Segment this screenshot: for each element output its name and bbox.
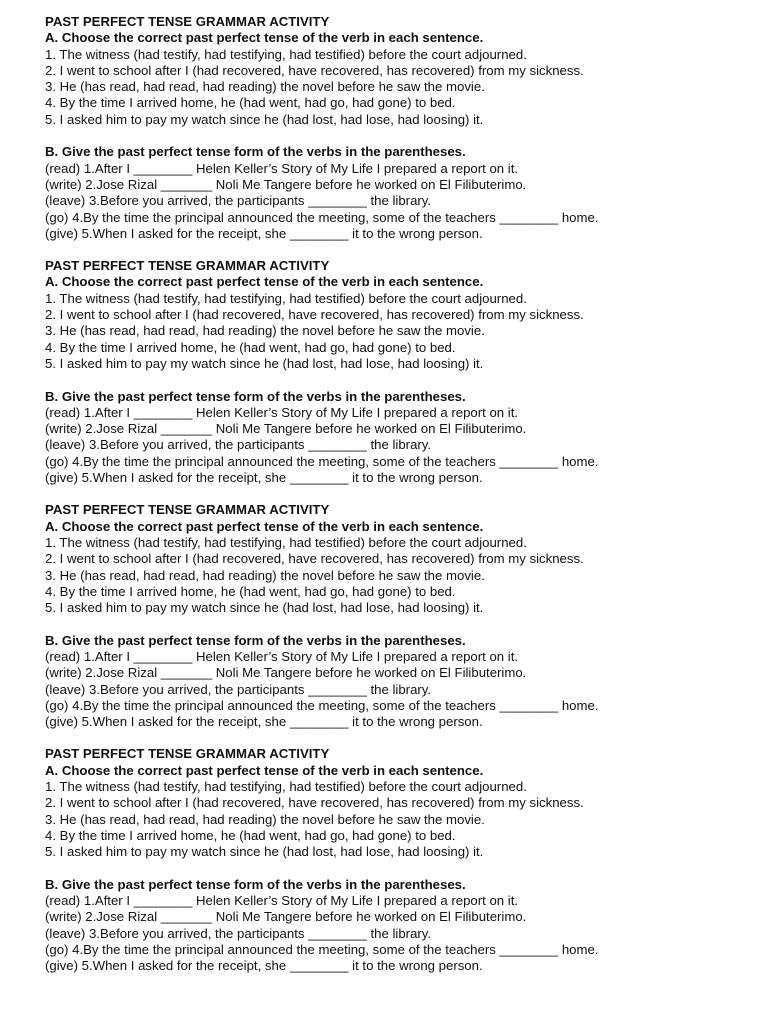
part-b-item: (give) 5.When I asked for the receipt, she ________ it to the wrong person.: [45, 714, 483, 730]
section-spacer: [45, 372, 745, 388]
part-b-item: (go) 4.By the time the principal announced the meeting, some of the teachers ________ home.: [45, 209, 599, 225]
part-a-item: 5. I asked him to pay my watch since he (had lost, had lose, had loosing) it.: [45, 111, 484, 127]
worksheet-page: [45, 14, 745, 975]
part-a-item: 2. I went to school after I (had recovered, have recovered, has recovered) from my sickness.: [45, 62, 584, 78]
part-b-item: (leave) 3.Before you arrived, the participants ________ the library.: [45, 925, 432, 941]
part-a-heading: A. Choose the correct past perfect tense of the verb in each sentence.: [45, 762, 484, 778]
part-b-item: (read) 1.After I ________ Helen Keller’s Story of My Life I prepared a report on it.: [45, 893, 519, 909]
part-b-heading: B. Give the past perfect tense form of the verbs in the parentheses.: [45, 632, 466, 648]
part-b-heading: B. Give the past perfect tense form of the verbs in the parentheses.: [45, 144, 466, 160]
worksheet-title: PAST PERFECT TENSE GRAMMAR ACTIVITY: [45, 746, 330, 762]
part-b-item: (give) 5.When I asked for the receipt, she ________ it to the wrong person.: [45, 470, 483, 486]
part-a-item: 5. I asked him to pay my watch since he (had lost, had lose, had loosing) it.: [45, 844, 484, 860]
part-b-item: (leave) 3.Before you arrived, the participants ________ the library.: [45, 681, 432, 697]
part-a-item: 4. By the time I arrived home, he (had went, had go, had gone) to bed.: [45, 583, 456, 599]
part-b-item: (read) 1.After I ________ Helen Keller’s Story of My Life I prepared a report on it.: [45, 404, 519, 420]
section-spacer: [45, 861, 745, 877]
part-a-item: 5. I asked him to pay my watch since he (had lost, had lose, had loosing) it.: [45, 355, 484, 371]
part-b-item: (leave) 3.Before you arrived, the participants ________ the library.: [45, 437, 432, 453]
part-a-item: 2. I went to school after I (had recovered, have recovered, has recovered) from my sickness.: [45, 551, 584, 567]
part-a-item: 1. The witness (had testify, had testifying, had testified) before the court adjourned.: [45, 779, 527, 795]
part-b-item: (go) 4.By the time the principal announced the meeting, some of the teachers ________ home.: [45, 697, 599, 713]
part-a-item: 2. I went to school after I (had recovered, have recovered, has recovered) from my sickness.: [45, 307, 584, 323]
part-a-heading: A. Choose the correct past perfect tense of the verb in each sentence.: [45, 30, 484, 46]
section-spacer: [45, 616, 745, 632]
part-a-item: 1. The witness (had testify, had testifying, had testified) before the court adjourned.: [45, 290, 527, 306]
part-b-item: (write) 2.Jose Rizal _______ Noli Me Tangere before he worked on El Filibuterimo.: [45, 176, 527, 192]
part-b-item: (write) 2.Jose Rizal _______ Noli Me Tangere before he worked on El Filibuterimo.: [45, 909, 527, 925]
part-a-item: 1. The witness (had testify, had testifying, had testified) before the court adjourned.: [45, 534, 527, 550]
part-a-item: 4. By the time I arrived home, he (had went, had go, had gone) to bed.: [45, 339, 456, 355]
worksheet-title: PAST PERFECT TENSE GRAMMAR ACTIVITY: [45, 258, 330, 274]
part-b-item: (leave) 3.Before you arrived, the participants ________ the library.: [45, 193, 432, 209]
part-b-heading: B. Give the past perfect tense form of the verbs in the parentheses.: [45, 388, 466, 404]
part-a-item: 4. By the time I arrived home, he (had went, had go, had gone) to bed.: [45, 95, 456, 111]
part-b-item: (read) 1.After I ________ Helen Keller’s Story of My Life I prepared a report on it.: [45, 160, 519, 176]
part-a-item: 3. He (has read, had read, had reading) the novel before he saw the movie.: [45, 79, 485, 95]
part-b-item: (go) 4.By the time the principal announced the meeting, some of the teachers ________ home.: [45, 453, 599, 469]
part-b-item: (write) 2.Jose Rizal _______ Noli Me Tangere before he worked on El Filibuterimo.: [45, 665, 527, 681]
part-b-item: (give) 5.When I asked for the receipt, she ________ it to the wrong person.: [45, 225, 483, 241]
part-a-item: 3. He (has read, had read, had reading) the novel before he saw the movie.: [45, 323, 485, 339]
part-b-item: (write) 2.Jose Rizal _______ Noli Me Tangere before he worked on El Filibuterimo.: [45, 421, 527, 437]
part-a-item: 3. He (has read, had read, had reading) the novel before he saw the movie.: [45, 811, 485, 827]
part-b-item: (go) 4.By the time the principal announced the meeting, some of the teachers ________ home.: [45, 942, 599, 958]
part-a-item: 3. He (has read, had read, had reading) the novel before he saw the movie.: [45, 567, 485, 583]
part-a-item: 2. I went to school after I (had recovered, have recovered, has recovered) from my sickness.: [45, 795, 584, 811]
worksheet-title: PAST PERFECT TENSE GRAMMAR ACTIVITY: [45, 14, 330, 29]
part-a-heading: A. Choose the correct past perfect tense of the verb in each sentence.: [45, 274, 484, 290]
part-a-item: 5. I asked him to pay my watch since he (had lost, had lose, had loosing) it.: [45, 600, 484, 616]
part-a-item: 4. By the time I arrived home, he (had went, had go, had gone) to bed.: [45, 827, 456, 843]
part-a-heading: A. Choose the correct past perfect tense of the verb in each sentence.: [45, 518, 484, 534]
part-b-heading: B. Give the past perfect tense form of the verbs in the parentheses.: [45, 876, 466, 892]
section-spacer: [45, 128, 745, 144]
worksheet-title: PAST PERFECT TENSE GRAMMAR ACTIVITY: [45, 502, 330, 518]
worksheet-copy-3: [45, 502, 745, 730]
part-b-item: (read) 1.After I ________ Helen Keller’s Story of My Life I prepared a report on it.: [45, 648, 519, 664]
worksheet-copy-2: [45, 258, 745, 486]
worksheet-copy-4: [45, 746, 745, 974]
part-a-item: 1. The witness (had testify, had testifying, had testified) before the court adjourned.: [45, 46, 527, 62]
worksheet-copy-1: [45, 14, 745, 242]
part-b-item: (give) 5.When I asked for the receipt, she ________ it to the wrong person.: [45, 958, 483, 974]
